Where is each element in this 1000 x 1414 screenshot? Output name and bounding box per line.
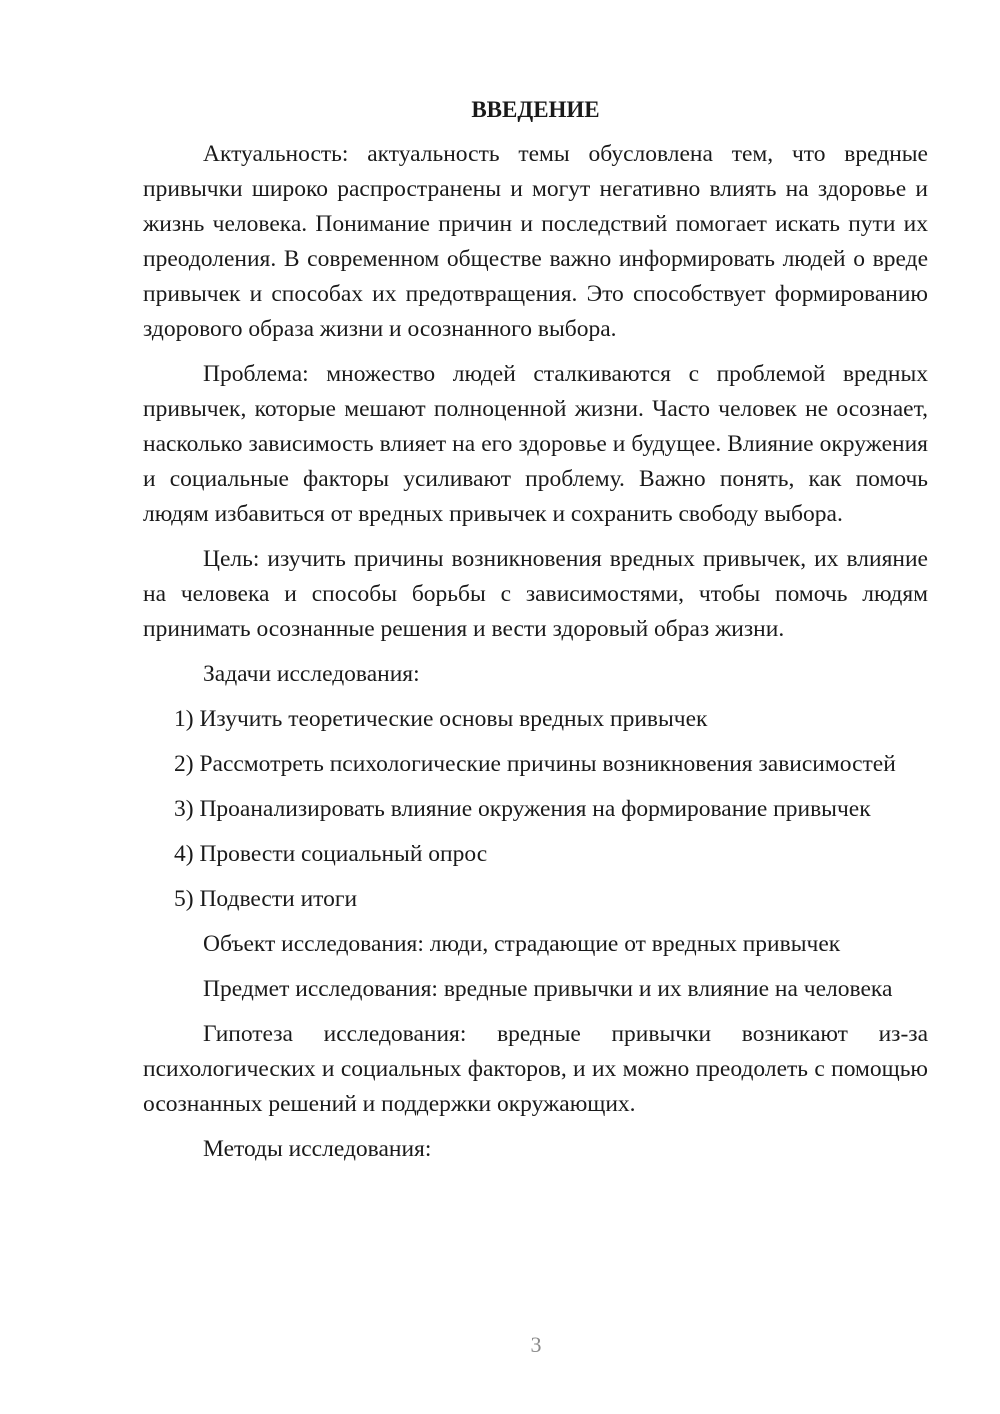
paragraph-hypothesis: Гипотеза исследования: вредные привычки возникают из-за психологических и социальных факторов, и их можно преодолеть с помощью осознанных решений и поддержки окружающих. — [143, 1021, 928, 1117]
methods-heading: Методы исследования: — [203, 1136, 432, 1162]
section-title: ВВЕДЕНИЕ — [471, 97, 600, 122]
page-content — [143, 95, 928, 1177]
task-item-4: 4) Провести социальный опрос — [174, 841, 488, 867]
tasks-heading: Задачи исследования: — [203, 661, 420, 687]
task-item-3: 3) Проанализировать влияние окружения на формирование привычек — [174, 796, 871, 822]
paragraph-subject: Предмет исследования: вредные привычки и их влияние на человека — [203, 976, 893, 1002]
paragraph-problem: Проблема: множество людей сталкиваются с проблемой вредных привычек, которые мешают полноценной жизни. Часто человек не осознает, насколько зависимость влияет на его здоровье и будущее. Влияние окружения и социальные факторы усиливают проблему. Важно понять, как помочь людям избавиться от вредных привычек и сохранить свободу выбора. — [143, 361, 928, 527]
task-item-2: 2) Рассмотреть психологические причины возникновения зависимостей — [174, 751, 896, 777]
paragraph-relevance: Актуальность: актуальность темы обусловлена тем, что вредные привычки широко распространены и могут негативно влиять на здоровье и жизнь человека. Понимание причин и последствий помогает искать пути их преодоления. В современном обществе важно информировать людей о вреде привычек и способах их предотвращения. Это способствует формированию здорового образа жизни и осознанного выбора. — [143, 141, 928, 342]
paragraph-goal: Цель: изучить причины возникновения вредных привычек, их влияние на человека и способы борьбы с зависимостями, чтобы помочь людям принимать осознанные решения и вести здоровый образ жизни. — [143, 546, 928, 642]
task-item-1: 1) Изучить теоретические основы вредных привычек — [174, 706, 708, 732]
task-item-5: 5) Подвести итоги — [174, 886, 358, 912]
page-number: 3 — [530, 1332, 542, 1357]
paragraph-object: Объект исследования: люди, страдающие от вредных привычек — [203, 931, 841, 957]
